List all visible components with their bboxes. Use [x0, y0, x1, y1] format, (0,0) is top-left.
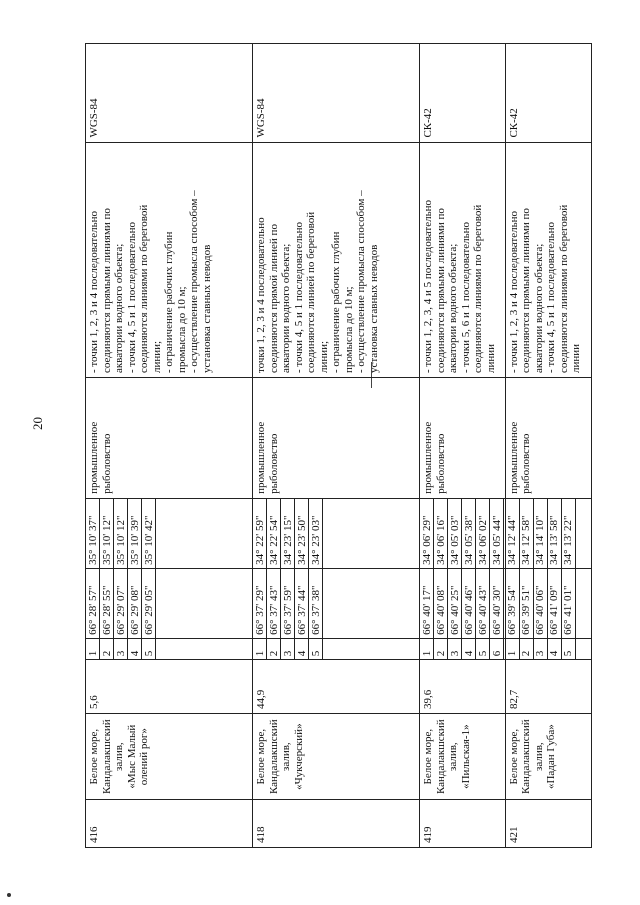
table-body: [86, 44, 592, 848]
description-line: соединяются линиями по береговой: [138, 204, 150, 374]
empty-cell: [323, 638, 420, 659]
latitude-cell: 66° 41' 01": [561, 568, 575, 638]
description-line: точки 1, 2, 3 и 4 последовательно: [255, 217, 268, 374]
fishing-type-cell: [86, 378, 253, 499]
description-line: - точки 1, 2, 3 и 4 последовательно: [507, 211, 520, 374]
area-cell: 82,7: [505, 660, 591, 714]
latitude-cell: 66° 37' 44": [295, 568, 309, 638]
empty-cell: [156, 638, 253, 659]
latitude-cell: 66° 40' 43": [476, 568, 490, 638]
description-line: линии: [570, 344, 583, 374]
location-line: залив,: [113, 742, 125, 771]
point-index: 6: [490, 638, 504, 659]
latitude-cell: 66° 40' 17": [420, 568, 434, 638]
latitude-cell: 66° 39' 54": [505, 568, 519, 638]
record-number: 419: [420, 800, 506, 848]
longitude-cell: 35° 10' 12": [114, 498, 128, 568]
fishing-areas-table: [85, 43, 592, 848]
description-line: соединяются линиями по береговой: [557, 204, 570, 374]
location-line: олений рог»: [138, 728, 150, 786]
location-cell: [253, 714, 420, 800]
longitude-cell: 34° 23' 15": [281, 498, 295, 568]
point-index: 4: [128, 638, 142, 659]
location-line: «Мыс Малый: [125, 724, 138, 789]
point-index: 1: [505, 638, 519, 659]
description-line: линии;: [150, 340, 163, 374]
location-line: Кандалакшский: [434, 719, 447, 795]
point-index: 3: [281, 638, 295, 659]
longitude-cell: 34° 12' 58": [519, 498, 533, 568]
description-line: соединяются прямой линией по: [267, 224, 280, 374]
longitude-cell: 35° 10' 12": [100, 498, 114, 568]
latitude-cell: 66° 37' 29": [253, 568, 267, 638]
coordinate-system-cell: СК-42: [420, 44, 506, 143]
table-row: [253, 44, 267, 848]
fishing-type-line: рыболовство: [520, 433, 533, 494]
fishing-type-cell: [505, 378, 591, 499]
record-number: 416: [86, 800, 253, 848]
description-line: - точки 4, 5 и 1 последовательно: [125, 222, 138, 374]
location-cell: [86, 714, 253, 800]
latitude-cell: 66° 40' 08": [434, 568, 448, 638]
fishing-type-line: промышленное: [507, 421, 520, 494]
longitude-cell: 34° 06' 16": [434, 498, 448, 568]
longitude-cell: 34° 14' 10": [533, 498, 547, 568]
description-line: - осуществление промысла способом –: [188, 190, 200, 374]
empty-cell: [575, 638, 591, 659]
location-line: залив,: [532, 742, 545, 771]
point-index: 3: [533, 638, 547, 659]
point-index: 2: [519, 638, 533, 659]
description-line: - точки 4, 5 и 1 последовательно: [545, 222, 558, 374]
latitude-cell: 66° 28' 55": [100, 568, 114, 638]
description-line: установка ставных неводов: [200, 244, 213, 374]
point-index: 5: [561, 638, 575, 659]
point-index: 2: [267, 638, 281, 659]
coordinate-system-cell: WGS-84: [253, 44, 420, 143]
longitude-cell: 34° 05' 03": [448, 498, 462, 568]
description-line: - точки 1, 2, 3, 4 и 5 последовательно: [422, 200, 435, 374]
latitude-cell: 66° 37' 43": [267, 568, 281, 638]
fishing-type-cell: [253, 378, 420, 499]
latitude-cell: 66° 37' 38": [309, 568, 323, 638]
empty-cell: [156, 568, 253, 638]
point-index: 5: [309, 638, 323, 659]
table-row: [505, 44, 519, 848]
point-index: 3: [448, 638, 462, 659]
latitude-cell: 66° 40' 25": [448, 568, 462, 638]
longitude-cell: 34° 12' 44": [505, 498, 519, 568]
longitude-cell: 34° 23' 50": [295, 498, 309, 568]
description-line: акватории водного объекта;: [447, 243, 460, 374]
record-number: 418: [253, 800, 420, 848]
latitude-cell: 66° 40' 46": [462, 568, 476, 638]
location-line: «Падан Губа»: [545, 724, 558, 790]
latitude-cell: 66° 29' 07": [114, 568, 128, 638]
fishing-type-line: промышленное: [422, 421, 435, 494]
page-number: 20: [30, 417, 45, 430]
location-line: «Пильская-1»: [459, 724, 472, 789]
latitude-cell: 66° 40' 06": [533, 568, 547, 638]
location-line: Белое море,: [507, 728, 520, 785]
description-line: соединяются прямыми линиями по: [100, 208, 113, 374]
latitude-cell: 66° 29' 05": [142, 568, 156, 638]
point-index: 4: [295, 638, 309, 659]
latitude-cell: 66° 39' 51": [519, 568, 533, 638]
point-index: 4: [462, 638, 476, 659]
rotated-table-container: [85, 43, 592, 848]
description-line: - ограничение рабочих глубин: [330, 231, 343, 374]
description-line: акватории водного объекта;: [532, 243, 545, 374]
boundary-description-cell: [86, 142, 253, 378]
point-index: 2: [434, 638, 448, 659]
fishing-type-line: промышленное: [255, 421, 268, 494]
latitude-cell: 66° 40' 30": [490, 568, 504, 638]
point-index: 1: [420, 638, 434, 659]
empty-cell: [575, 568, 591, 638]
description-line: линии: [484, 344, 497, 374]
point-index: 3: [114, 638, 128, 659]
point-index: 4: [547, 638, 561, 659]
coordinate-system-cell: WGS-84: [86, 44, 253, 143]
location-cell: [420, 714, 506, 800]
longitude-cell: 34° 05' 38": [462, 498, 476, 568]
latitude-cell: 66° 28' 57": [86, 568, 100, 638]
location-line: Белое море,: [88, 728, 100, 785]
location-line: «Чукчерский»: [292, 723, 305, 790]
area-cell: 5,6: [86, 660, 253, 714]
record-number: 421: [505, 800, 591, 848]
fishing-type-line: рыболовство: [100, 433, 113, 494]
area-cell: 39,6: [420, 660, 506, 714]
latitude-cell: 66° 37' 59": [281, 568, 295, 638]
empty-cell: [575, 498, 591, 568]
location-line: Белое море,: [255, 728, 268, 785]
description-line: промысла до 10 м;: [342, 286, 355, 374]
longitude-cell: 35° 10' 37": [86, 498, 100, 568]
longitude-cell: 34° 22' 54": [267, 498, 281, 568]
longitude-cell: 35° 10' 42": [142, 498, 156, 568]
fishing-type-line: промышленное: [88, 421, 100, 494]
description-line: - ограничение рабочих глубин: [163, 231, 175, 374]
boundary-description-cell: [420, 142, 506, 378]
fishing-type-cell: [420, 378, 506, 499]
area-cell: 44,9: [253, 660, 420, 714]
point-index: 1: [253, 638, 267, 659]
location-line: залив,: [280, 742, 293, 771]
description-line: - осуществление промысла способом –: [355, 190, 368, 374]
fishing-type-line: рыболовство: [434, 433, 447, 494]
longitude-cell: 34° 06' 02": [476, 498, 490, 568]
longitude-cell: 34° 06' 29": [420, 498, 434, 568]
location-line: Кандалакшский: [520, 719, 533, 795]
location-line: Кандалакшский: [267, 719, 280, 795]
latitude-cell: 66° 41' 09": [547, 568, 561, 638]
coordinate-system-cell: СК-42: [505, 44, 591, 143]
point-index: 5: [142, 638, 156, 659]
location-line: залив,: [447, 742, 460, 771]
description-line: - точки 5, 6 и 1 последовательно: [459, 222, 472, 374]
location-line: Кандалакшский: [100, 719, 113, 795]
description-line: промысла до 10 м;: [175, 286, 188, 374]
description-line: линии;: [317, 340, 330, 374]
longitude-cell: 34° 13' 22": [561, 498, 575, 568]
empty-cell: [323, 498, 420, 568]
table-row: [420, 44, 434, 848]
location-line: Белое море,: [422, 728, 435, 785]
empty-cell: [156, 498, 253, 568]
location-cell: [505, 714, 591, 800]
description-line: соединяются линией по береговой: [305, 211, 318, 374]
longitude-cell: 34° 13' 58": [547, 498, 561, 568]
description-line: соединяются линиями по береговой: [472, 204, 485, 374]
description-line: акватории водного объекта;: [280, 243, 293, 374]
point-index: 1: [86, 638, 100, 659]
description-line: - точки 1, 2, 3 и 4 последовательно: [88, 211, 100, 374]
latitude-cell: 66° 29' 08": [128, 568, 142, 638]
fishing-type-line: рыболовство: [267, 433, 280, 494]
boundary-description-cell: [253, 142, 420, 378]
description-line: - точки 4, 5 и 1 последовательно: [292, 222, 305, 374]
longitude-cell: 34° 22' 59": [253, 498, 267, 568]
longitude-cell: 34° 05' 44": [490, 498, 504, 568]
empty-cell: [323, 568, 420, 638]
longitude-cell: 34° 23' 03": [309, 498, 323, 568]
description-line: соединяются прямыми линиями по: [434, 208, 447, 374]
point-index: 2: [100, 638, 114, 659]
point-index: 5: [476, 638, 490, 659]
description-line: установка ставных неводов: [367, 244, 380, 374]
table-row: [86, 44, 100, 848]
boundary-description-cell: [505, 142, 591, 378]
description-line: акватории водного объекта;: [113, 243, 125, 374]
longitude-cell: 35° 10' 39": [128, 498, 142, 568]
description-line: соединяются прямыми линиями по: [520, 208, 533, 374]
scan-dot: [7, 893, 11, 897]
